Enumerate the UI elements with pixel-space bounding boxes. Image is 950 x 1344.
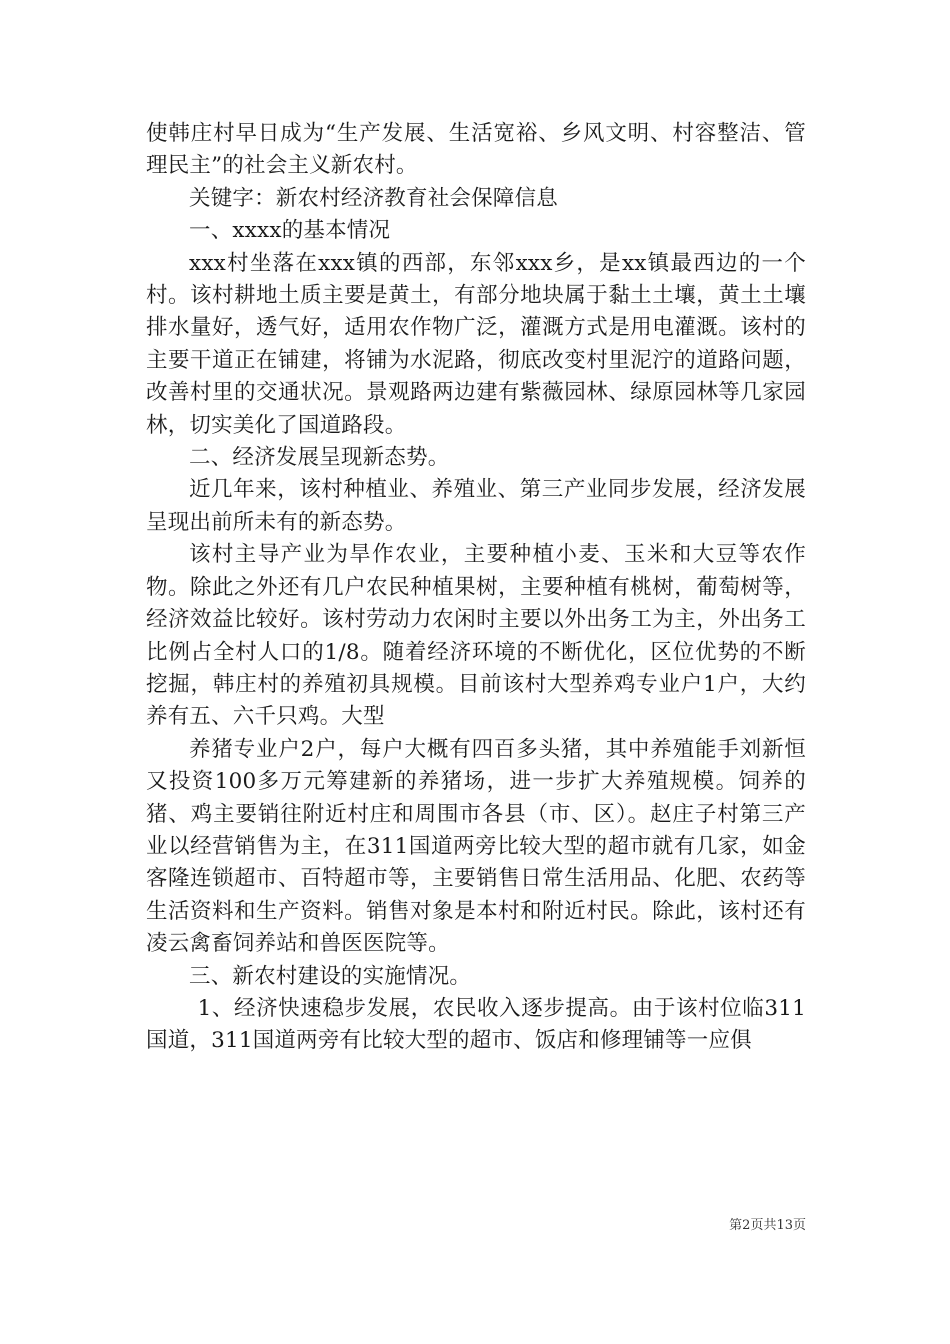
section-heading-economic-development: 二、经济发展呈现新态势。: [189, 445, 450, 471]
paragraph-agriculture: 该村主导产业为旱作农业，主要种植小麦、玉米和大豆等农作物。除此之外还有几户农民种植果树，主要种植有桃树，葡萄树等，经济效益比较好。该村劳动力农闲时主要以外出务工为主，外出务工比例占全村人口的1/8。随着经济环境的不断优化，区位优势的不断挖掘，韩庄村的养殖初具规模。目前该村大型养鸡专业户1户，大约养有五、六千只鸡。大型: [146, 542, 806, 730]
paragraph-economic-growth: 1、经济快速稳步发展，农民收入逐步提高。由于该村位临311国道，311国道两旁有比较大型的超市、饭店和修理铺等一应俱: [146, 995, 806, 1054]
paragraph-pig-farming: 养猪专业户2户，每户大概有四百多头猪，其中养殖能手刘新恒又投资100多万元筹建新的养猪场，进一步扩大养殖规模。饲养的猪、鸡主要销往附近村庄和周围市各县（市、区）。赵庄子村第三产业以经营销售为主，在311国道两旁比较大型的超市就有几家，如金客隆连锁超市、百特超市等，主要销售日常生活用品、化肥、农药等生活资料和生产资料。销售对象是本村和附近村民。除此，该村还有凌云禽畜饲养站和兽医医院等。: [146, 736, 806, 957]
page-number-footer: 第2页共13页: [729, 1218, 806, 1233]
paragraph-village-location: xxx村坐落在xxx镇的西部，东邻xxx乡，是xx镇最西边的一个村。该村耕地土质主要是黄土，有部分地块属于黏土土壤，黄土土壤排水量好，透气好，适用农作物广泛，灌溉方式是用电灌溉。该村的主要干道正在铺建，将铺为水泥路，彻底改变村里泥泞的道路问题，改善村里的交通状况。景观路两边建有紫薇园林、绿原园林等几家园林，切实美化了国道路段。: [146, 250, 806, 438]
paragraph-keywords: 关键字：新农村经济教育社会保障信息: [189, 185, 558, 211]
paragraph-recent-years: 近几年来，该村种植业、养殖业、第三产业同步发展，经济发展呈现出前所未有的新态势。: [146, 477, 806, 535]
paragraph-intro-continuation: 使韩庄村早日成为“生产发展、生活宽裕、乡风文明、村容整洁、管理民主”的社会主义新农村。: [146, 121, 806, 179]
section-heading-implementation: 三、新农村建设的实施情况。: [189, 963, 472, 989]
section-heading-basic-situation: 一、xxxx的基本情况: [189, 218, 391, 244]
document-body: [146, 118, 806, 1058]
